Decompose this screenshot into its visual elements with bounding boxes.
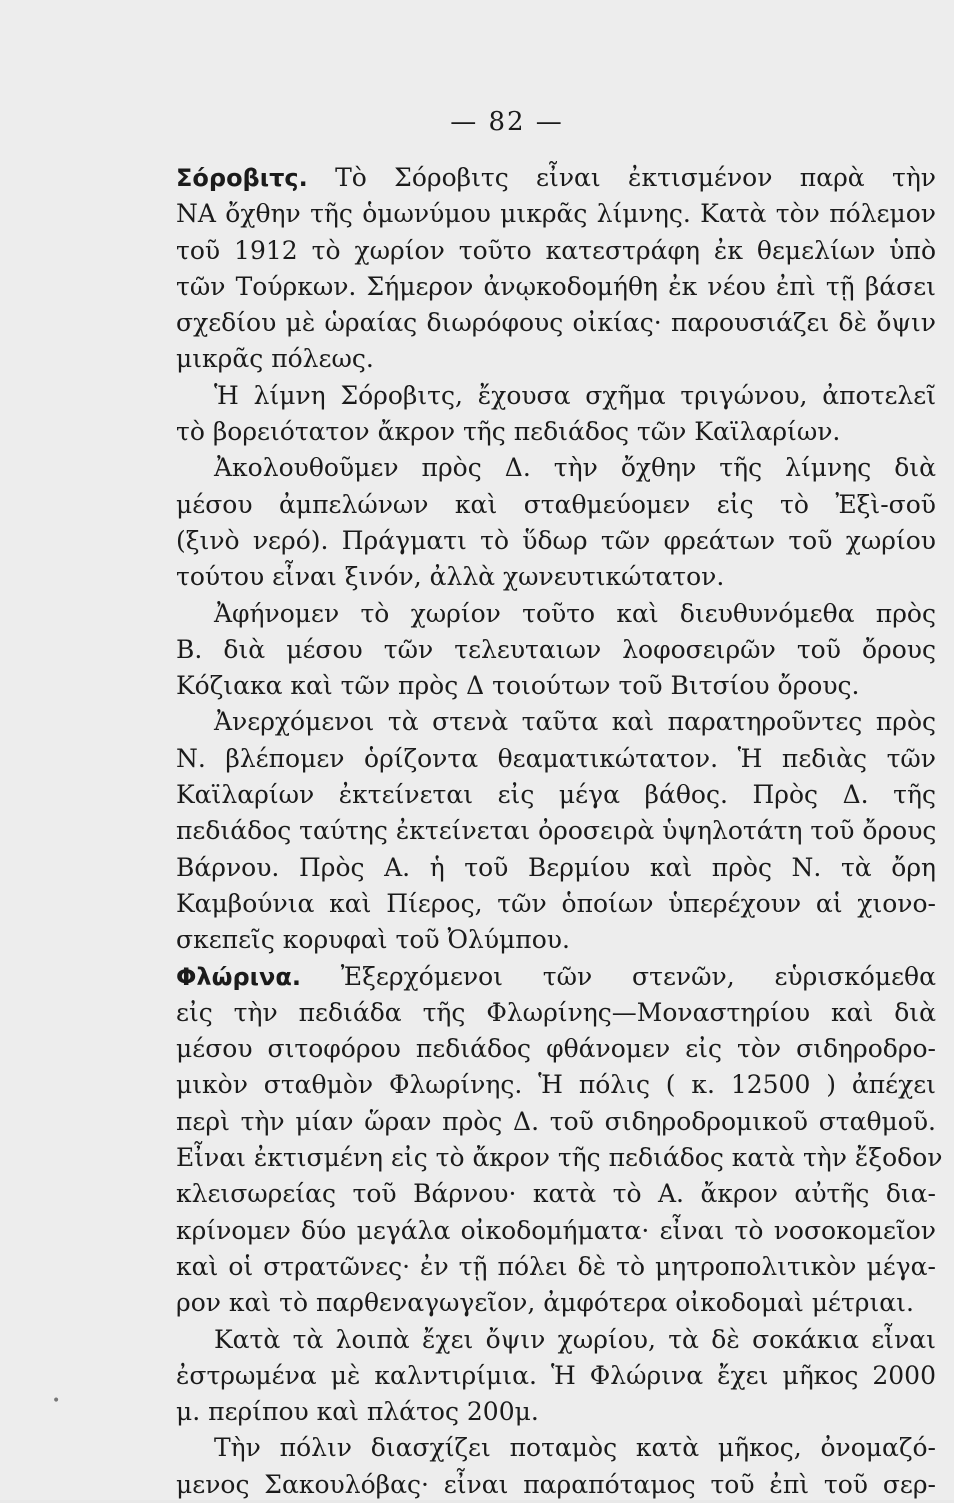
text-block <box>176 160 943 1503</box>
text-line: κρίνομεν δύο μεγάλα οἰκοδομήματα· εἶναι τὸ νοσοκομεῖον <box>176 1215 936 1245</box>
text-line: Τὴν πόλιν διασχίζει ποταμὸς κατὰ μῆκος, ὀνομαζό- <box>214 1433 936 1463</box>
text-line: εἰς τὴν πεδιάδα τῆς Φλωρίνης—Μοναστηρίου καὶ διὰ <box>176 997 936 1027</box>
text-line: μέσου σιτοφόρου πεδιάδος φθάνομεν εἰς τὸν σιδηροδρο- <box>176 1034 936 1064</box>
text-line: ΝΑ ὄχθην τῆς ὁμωνύμου μικρᾶς λίμνης. Κατὰ τὸν πόλεμον <box>176 199 936 229</box>
text-line: μικρᾶς πόλεως. <box>176 344 374 374</box>
text-line: σκεπεῖς κορυφαὶ τοῦ Ὀλύμπου. <box>176 925 570 955</box>
text-line <box>176 959 936 995</box>
text-line: Ν. βλέπομεν ὁρίζοντα θεαματικώτατον. Ἡ πεδιὰς τῶν <box>176 743 936 773</box>
text-line: σχεδίου μὲ ὡραίας διωρόφους οἰκίας· παρουσιάζει δὲ ὄψιν <box>176 308 936 338</box>
text-line: τοῦ 1912 τὸ χωρίον τοῦτο κατεστράφη ἐκ θεμελίων ὑπὸ <box>176 235 936 265</box>
text-line: Κατὰ τὰ λοιπὰ ἔχει ὄψιν χωρίου, τὰ δὲ σοκάκια εἶναι <box>214 1324 936 1354</box>
text-line: περὶ τὴν μίαν ὥραν πρὸς Δ. τοῦ σιδηροδρομικοῦ σταθμοῦ. <box>176 1106 936 1136</box>
text-line <box>176 160 936 196</box>
text-line: Καϊλαρίων ἐκτείνεται εἰς μέγα βάθος. Πρὸς Δ. τῆς <box>176 780 936 810</box>
text-line: Εἶναι ἐκτισμένη εἰς τὸ ἄκρον τῆς πεδιάδος κατὰ τὴν ἔξοδον <box>176 1143 943 1173</box>
text-line: Ἀφήνομεν τὸ χωρίον τοῦτο καὶ διευθυνόμεθα πρὸς <box>214 598 936 628</box>
text-line: μ. περίπου καὶ πλάτος 200μ. <box>176 1397 539 1427</box>
line-text: Ἐξερχόμενοι τῶν στενῶν, εὑρισκόμεθα <box>300 961 936 991</box>
text-line: Ἀνερχόμενοι τὰ στενὰ ταῦτα καὶ παρατηροῦντες πρὸς <box>214 707 936 737</box>
text-line: Ἀκολουθοῦμεν πρὸς Δ. τὴν ὄχθην τῆς λίμνης διὰ <box>214 453 936 483</box>
section-heading-florina: Φλώρινα. <box>176 962 301 991</box>
text-line: ἐστρωμένα μὲ καλντιρίμια. Ἡ Φλώρινα ἔχει μῆκος 2000 <box>176 1360 936 1390</box>
text-line: τούτου εἶναι ξινόν, ἀλλὰ χωνευτικώτατον. <box>176 562 725 592</box>
margin-speck: • <box>52 1393 61 1409</box>
page-number: — 82 — <box>450 107 564 137</box>
text-line: Κόζιακα καὶ τῶν πρὸς Δ τοιούτων τοῦ Βιτσίου ὄρους. <box>176 671 860 701</box>
text-line: Ἡ λίμνη Σόροβιτς, ἔχουσα σχῆμα τριγώνου, ἀποτελεῖ <box>214 380 936 410</box>
text-line: μέσου ἀμπελώνων καὶ σταθμεύομεν εἰς τὸ Ἐξὶ-σοῦ <box>176 489 936 519</box>
text-line: πεδιάδος ταύτης ἐκτείνεται ὀροσειρὰ ὑψηλοτάτη τοῦ ὄρους <box>176 816 937 846</box>
text-line: Β. διὰ μέσου τῶν τελευταιων λοφοσειρῶν τοῦ ὄρους <box>176 634 936 664</box>
line-text: Τὸ Σόροβιτς εἶναι ἐκτισμένον παρὰ τὴν <box>307 163 936 192</box>
text-line: (ξινὸ νερό). Πράγματι τὸ ὕδωρ τῶν φρεάτων τοῦ χωρίου <box>176 525 936 555</box>
text-line: μενος Σακουλόβας· εἶναι παραπόταμος τοῦ ἐπὶ τοῦ σερ- <box>176 1469 936 1499</box>
text-line: Βάρνου. Πρὸς Α. ἡ τοῦ Βερμίου καὶ πρὸς Ν. τὰ ὄρη <box>176 852 936 882</box>
text-line: τῶν Τούρκων. Σήμερον ἀνῳκοδομήθη ἐκ νέου ἐπὶ τῇ βάσει <box>176 271 936 301</box>
text-line: ρον καὶ τὸ παρθεναγωγεῖον, ἀμφότερα οἰκοδομαὶ μέτριαι. <box>176 1288 914 1318</box>
text-line: μικὸν σταθμὸν Φλωρίνης. Ἡ πόλις ( κ. 12500 ) ἀπέχει <box>176 1070 936 1100</box>
text-line: καὶ οἱ στρατῶνες· ἐν τῇ πόλει δὲ τὸ μητροπολιτικὸν μέγα- <box>176 1251 936 1281</box>
section-heading-sorovits: Σόροβιτς. <box>176 164 308 192</box>
text-line: Καμβούνια καὶ Πίερος, τῶν ὁποίων ὑπερέχουν αἱ χιονο- <box>176 888 936 918</box>
text-line: κλεισωρείας τοῦ Βάρνου· κατὰ τὸ Α. ἄκρον αὐτῆς δια- <box>176 1179 936 1209</box>
text-line: τὸ βορειότατον ἄκρον τῆς πεδιάδος τῶν Καϊλαρίων. <box>176 417 841 447</box>
